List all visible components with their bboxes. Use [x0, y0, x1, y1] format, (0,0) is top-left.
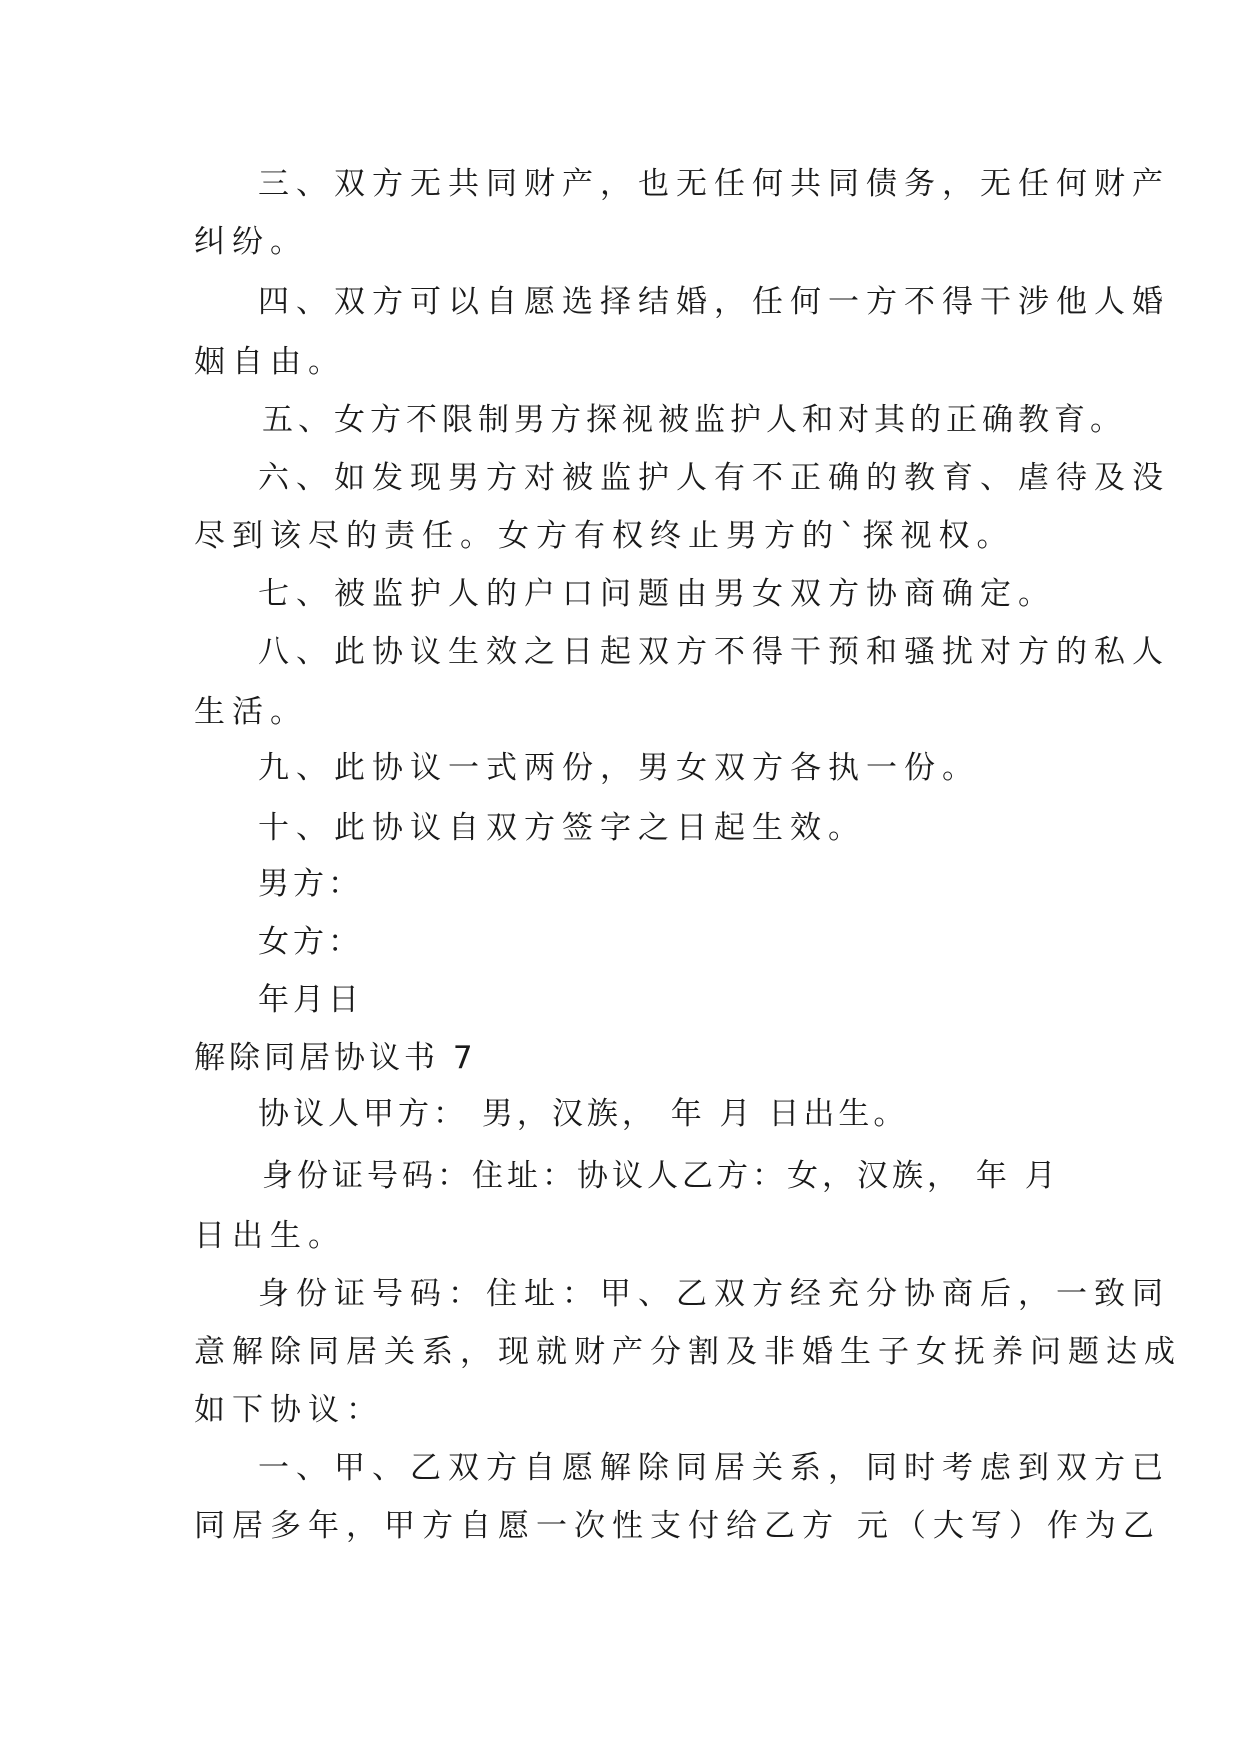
clause-8-line-1: 八、此协议生效之日起双方不得干预和骚扰对方的私人 [258, 634, 1170, 670]
clause-9: 九、此协议一式两份，男女双方各执一份。 [258, 750, 980, 786]
clause-6-line-2: 尽到该尽的责任。女方有权终止男方的`探视权。 [194, 518, 1015, 554]
clause-6-line-1: 六、如发现男方对被监护人有不正确的教育、虐待及没 [258, 460, 1170, 496]
intro-line-1: 身份证号码：住址：甲、乙双方经充分协商后，一致同 [258, 1276, 1170, 1312]
party-b-line-2: 日出生。 [194, 1218, 346, 1254]
clause-8-line-2: 生活。 [194, 694, 308, 730]
clause-7: 七、被监护人的户口问题由男女双方协商确定。 [258, 576, 1056, 612]
party-b-line-1: 身份证号码：住址：协议人乙方：女，汉族， 年 月 [262, 1158, 1060, 1194]
clause-4-line-1: 四、双方可以自愿选择结婚，任何一方不得干涉他人婚 [258, 284, 1170, 320]
signature-date: 年月日 [258, 982, 363, 1018]
clause-5: 五、女方不限制男方探视被监护人和对其的正确教育。 [262, 402, 1126, 438]
section-title: 解除同居协议书 7 [194, 1040, 477, 1076]
clause-4-line-2: 姻自由。 [194, 344, 346, 380]
clause-10: 十、此协议自双方签字之日起生效。 [258, 810, 866, 846]
intro-line-2: 意解除同居关系，现就财产分割及非婚生子女抚养问题达成 [194, 1334, 1182, 1370]
signature-male: 男方： [258, 866, 363, 902]
party-a-line: 协议人甲方： 男，汉族， 年 月 日出生。 [258, 1096, 909, 1132]
article-1-line-2: 同居多年，甲方自愿一次性支付给乙方 元（大写）作为乙 [194, 1508, 1161, 1544]
signature-female: 女方： [258, 924, 363, 960]
intro-line-3: 如下协议： [194, 1392, 384, 1428]
clause-3-line-1: 三、双方无共同财产，也无任何共同债务，无任何财产 [258, 166, 1170, 202]
article-1-line-1: 一、甲、乙双方自愿解除同居关系，同时考虑到双方已 [258, 1450, 1170, 1486]
clause-3-line-2: 纠纷。 [194, 224, 308, 260]
